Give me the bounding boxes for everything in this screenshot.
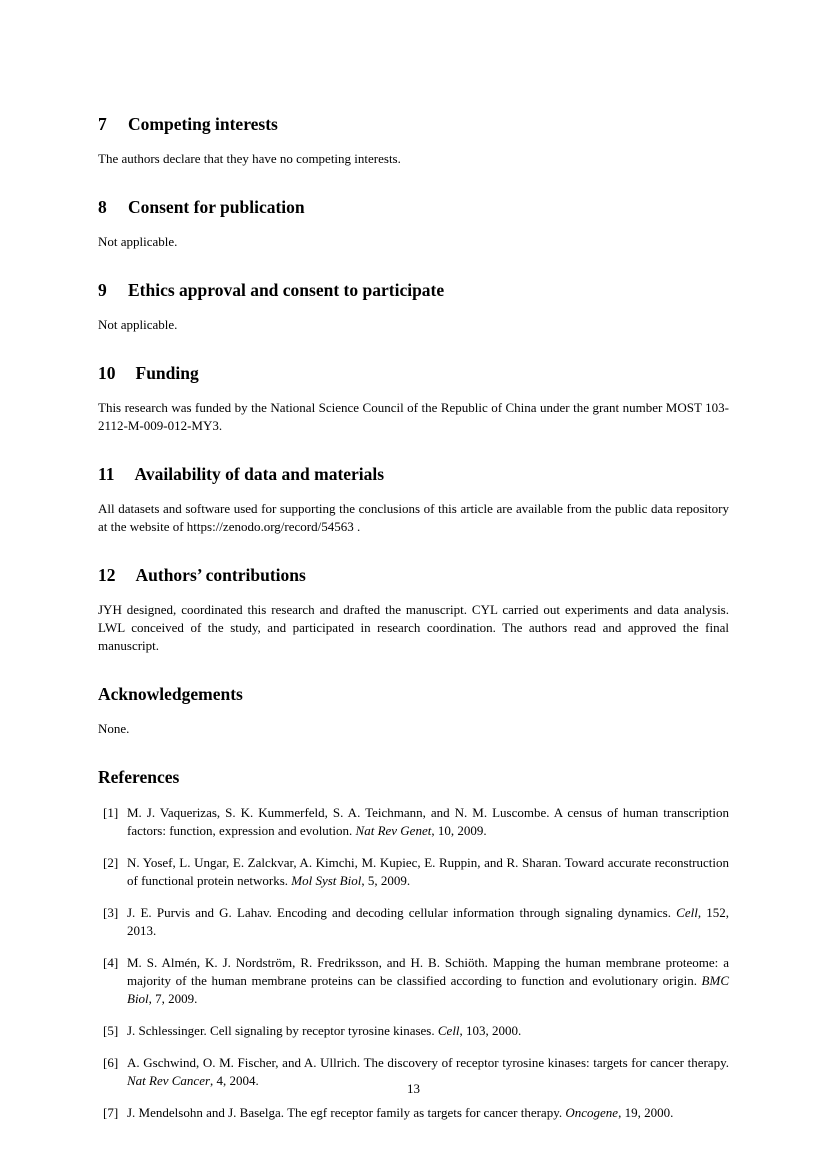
reference-label: [2]: [103, 855, 119, 871]
section-acknowledgements: [98, 684, 729, 738]
reference-item-7: [98, 1104, 729, 1122]
reference-label: [1]: [103, 805, 119, 821]
section-heading: [98, 363, 729, 383]
reference-text: M. J. Vaquerizas, S. K. Kummerfeld, S. A. Teichmann, and N. M. Luscombe. A census of human transcription factors: function, expression and evolution.: [127, 805, 729, 839]
reference-journal: Oncogene: [565, 1104, 619, 1120]
reference-text: A. Gschwind, O. M. Fischer, and A. Ullrich. The discovery of receptor tyrosine kinases: targets for cancer therapy.: [127, 1054, 729, 1070]
reference-journal: Nat Rev Genet: [355, 823, 432, 839]
reference-label: [3]: [103, 905, 119, 921]
section-references: [98, 767, 729, 1121]
reference-tail: , 103, 2000.: [459, 1022, 522, 1038]
reference-journal: BMC Biol: [127, 972, 729, 1006]
section-consent-for-publication: [98, 197, 729, 251]
section-funding: [98, 363, 729, 435]
section-title: Consent for publication: [128, 197, 305, 218]
section-body: This research was funded by the National Science Council of the Republic of China under the grant number MOST 103-2112-M-009-012-MY3.: [98, 400, 729, 434]
reference-text: J. E. Purvis and G. Lahav. Encoding and decoding cellular information through signaling dynamics.: [127, 905, 677, 921]
section-title: Funding: [135, 363, 199, 384]
section-number: 12: [98, 565, 116, 586]
section-heading: [98, 464, 729, 484]
section-number: 8: [98, 197, 107, 218]
reference-journal: Mol Syst Biol: [291, 873, 362, 889]
section-number: 11: [98, 464, 115, 485]
section-title: Ethics approval and consent to participate: [128, 280, 445, 301]
reference-text: M. S. Almén, K. J. Nordström, R. Fredriksson, and H. B. Schiöth. Mapping the human membrane proteome: a majority of the human membrane proteins can be classified according to function and evolutionary origin.: [127, 954, 729, 988]
section-competing-interests: [98, 114, 729, 168]
section-body: All datasets and software used for supporting the conclusions of this article are available from the public data repository at the website of https://zenodo.org/record/54563 .: [98, 501, 729, 535]
section-number: 10: [98, 363, 116, 384]
section-heading: [98, 280, 729, 300]
references-heading: References: [98, 767, 180, 788]
acknowledgements-body: None.: [98, 721, 130, 737]
reference-item-1: [98, 804, 729, 840]
reference-label: [7]: [103, 1104, 119, 1120]
section-title: Availability of data and materials: [134, 464, 385, 485]
section-heading: [98, 114, 729, 134]
reference-journal: Cell: [676, 905, 698, 921]
section-authors-contributions: [98, 565, 729, 655]
reference-item-4: [98, 954, 729, 1008]
section-body: Not applicable.: [98, 234, 178, 250]
reference-label: [4]: [103, 954, 119, 970]
references-list: [98, 804, 729, 1121]
section-heading: [98, 565, 729, 585]
reference-label: [6]: [103, 1054, 119, 1070]
section-number: 7: [98, 114, 107, 134]
reference-tail: , 5, 2009.: [361, 873, 411, 889]
page-number: 13: [407, 1081, 420, 1096]
acknowledgements-heading: Acknowledgements: [98, 684, 243, 705]
section-body: JYH designed, coordinated this research and drafted the manuscript. CYL carried out experiments and data analysis. LWL conceived of the study, and participated in research coordination. The authors read and approved the final manuscript.: [98, 602, 729, 654]
reference-item-5: [98, 1022, 729, 1040]
reference-item-2: [98, 854, 729, 890]
section-title: Authors’ contributions: [135, 565, 306, 586]
reference-tail: , 10, 2009.: [431, 823, 487, 839]
section-body: The authors declare that they have no competing interests.: [98, 151, 401, 167]
section-body: Not applicable.: [98, 317, 178, 333]
reference-label: [5]: [103, 1022, 119, 1038]
section-number: 9: [98, 280, 107, 301]
section-heading: [98, 197, 729, 217]
section-availability: [98, 464, 729, 536]
reference-journal: Nat Rev Cancer: [127, 1072, 211, 1088]
reference-tail: , 152, 2013.: [127, 905, 729, 938]
reference-text: N. Yosef, L. Ungar, E. Zalckvar, A. Kimchi, M. Kupiec, E. Ruppin, and R. Sharan. Toward accurate reconstruction of functional protein networks.: [127, 855, 729, 889]
reference-tail: , 4, 2004.: [210, 1072, 259, 1088]
section-title: Competing interests: [128, 114, 278, 134]
section-ethics-approval: [98, 280, 729, 334]
reference-text: J. Mendelsohn and J. Baselga. The egf receptor family as targets for cancer therapy.: [127, 1104, 566, 1120]
reference-item-3: [98, 904, 729, 940]
reference-tail: , 19, 2000.: [618, 1104, 674, 1120]
reference-tail: , 7, 2009.: [148, 990, 198, 1006]
reference-journal: Cell: [437, 1022, 460, 1038]
reference-text: J. Schlessinger. Cell signaling by receptor tyrosine kinases.: [127, 1022, 438, 1038]
